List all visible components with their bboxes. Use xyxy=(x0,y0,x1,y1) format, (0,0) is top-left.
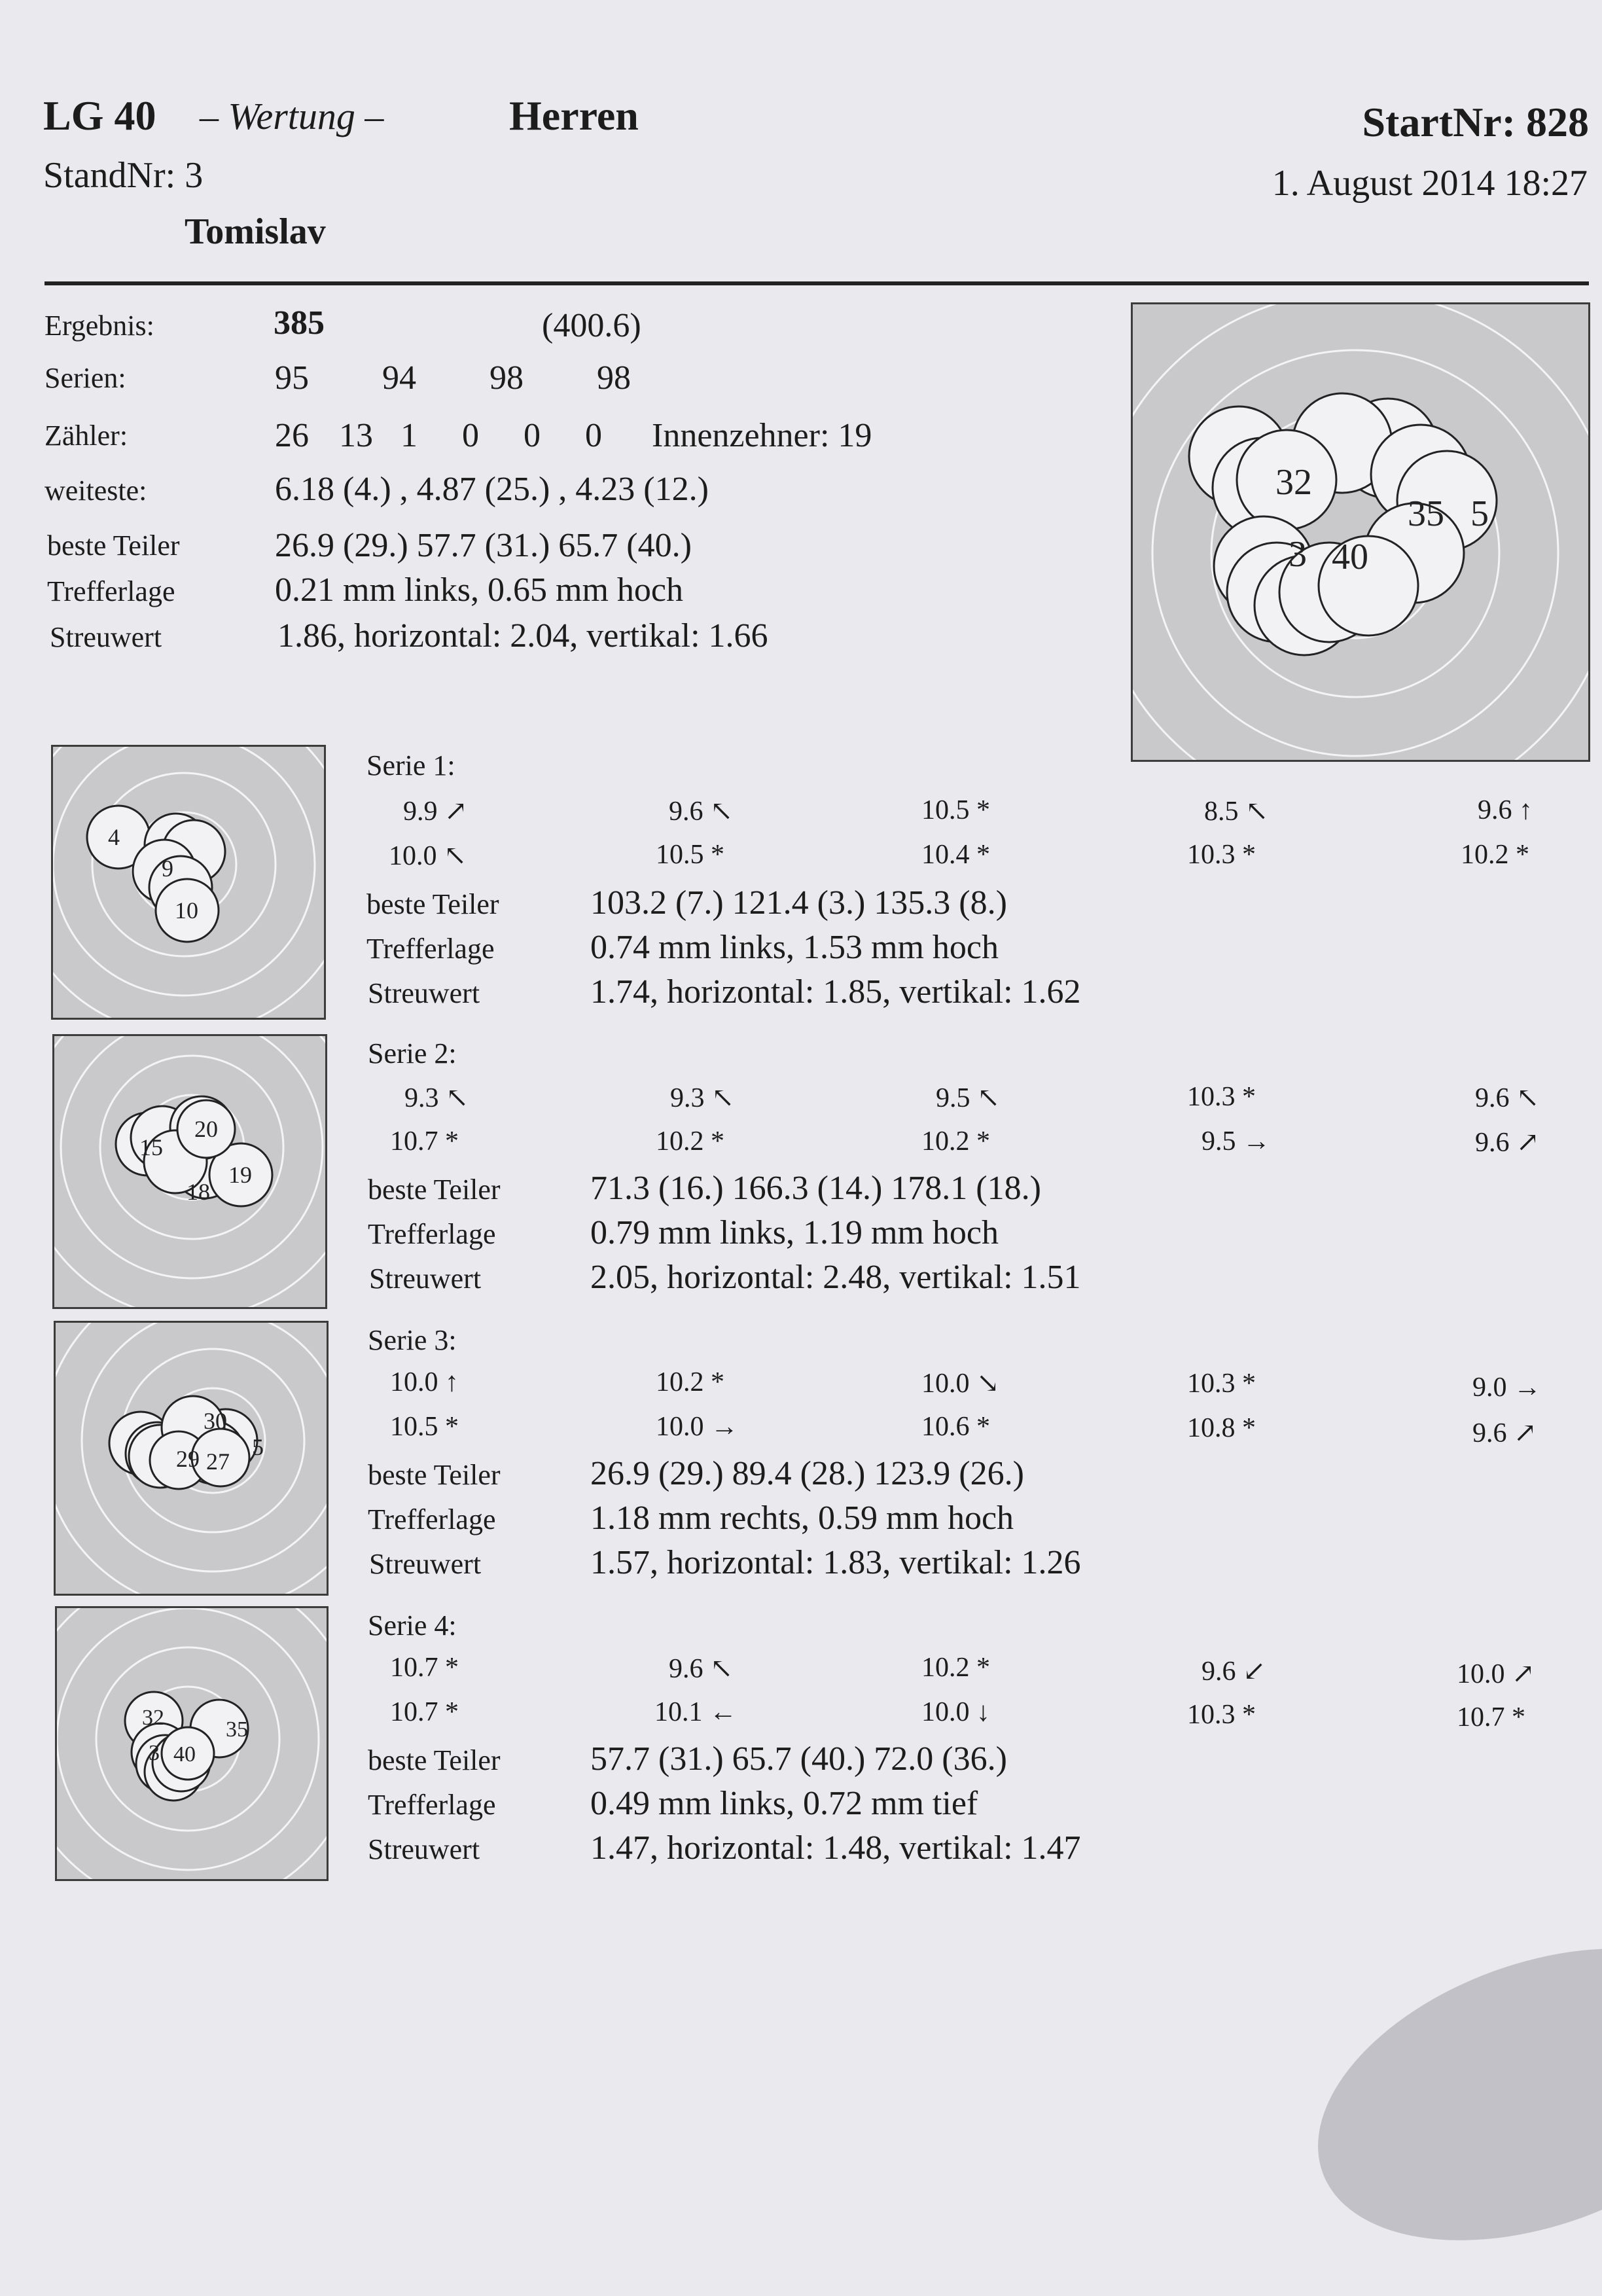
spread-label: Streuwert xyxy=(368,1833,480,1865)
summary-label-widest: weiteste: xyxy=(44,475,147,507)
hit-position: 0.21 mm links, 0.65 mm hoch xyxy=(275,571,683,609)
hit-position: 0.49 mm links, 0.72 mm tief xyxy=(590,1785,978,1822)
shot-score: 10.3 * xyxy=(1187,1700,1256,1730)
counter-value: 13 xyxy=(339,417,373,454)
shot-label: 35 xyxy=(226,1717,248,1742)
summary-label-spread: Streuwert xyxy=(50,621,162,653)
shot-score: 10.2 * xyxy=(1461,840,1529,870)
series-total: 95 xyxy=(275,359,309,397)
shot-label: 32 xyxy=(1275,462,1312,503)
shot-score: 10.0 ↘ xyxy=(921,1369,1000,1399)
shot-label: 29 xyxy=(176,1446,200,1472)
shot-score: 10.0 ↗ xyxy=(1457,1659,1535,1689)
hit-position: 1.18 mm rechts, 0.59 mm hoch xyxy=(590,1499,1014,1537)
date-time: 1. August 2014 18:27 xyxy=(1272,163,1588,204)
shot-score: 9.3 ↖ xyxy=(404,1083,469,1113)
shot-label: 3 xyxy=(149,1741,160,1765)
series-target xyxy=(54,1321,329,1596)
shot-score: 9.6 ↖ xyxy=(669,1654,734,1684)
shot-score: 9.5 → xyxy=(1202,1126,1270,1157)
shot-score: 9.6 ↗ xyxy=(1472,1418,1537,1448)
position-label: Trefferlage xyxy=(368,1789,496,1821)
position-label: Trefferlage xyxy=(366,933,495,965)
shot-label: 32 xyxy=(142,1706,164,1730)
shot-score: 9.6 ↗ xyxy=(1475,1128,1540,1158)
spread-value: 1.57, horizontal: 1.83, vertikal: 1.26 xyxy=(590,1544,1081,1581)
photo-shadow xyxy=(1278,1893,1602,2295)
spread-label: Streuwert xyxy=(369,1263,482,1295)
best-label: beste Teiler xyxy=(366,888,499,920)
best-label: beste Teiler xyxy=(368,1744,501,1776)
shot-score: 10.2 * xyxy=(921,1653,990,1683)
shot-score: 10.6 * xyxy=(921,1412,990,1442)
shot-label: 4 xyxy=(108,824,120,850)
shot-label: 3 xyxy=(1289,534,1307,575)
shot-label: 5 xyxy=(1470,493,1489,534)
shot-score: 10.0 ↑ xyxy=(390,1367,459,1397)
shot-score: 9.3 ↖ xyxy=(670,1083,735,1113)
spread-label: Streuwert xyxy=(369,1548,482,1580)
best-label: beste Teiler xyxy=(368,1459,501,1491)
shot-label: 18 xyxy=(187,1179,210,1205)
best-divisors: 26.9 (29.) 89.4 (28.) 123.9 (26.) xyxy=(590,1455,1024,1492)
shot-score: 9.5 ↖ xyxy=(936,1083,1001,1113)
inner-tens: Innenzehner: 19 xyxy=(652,417,872,454)
shot-score: 8.5 ↖ xyxy=(1204,797,1269,827)
shot-label: 27 xyxy=(206,1448,230,1475)
shot-score: 9.6 ↖ xyxy=(669,797,734,827)
series-total: 98 xyxy=(597,359,631,397)
shot-label: 30 xyxy=(204,1408,227,1434)
header-divider xyxy=(44,281,1589,285)
shot-label: 40 xyxy=(173,1742,196,1767)
summary-result: 385 xyxy=(274,304,325,342)
shot-score: 10.1 ← xyxy=(654,1697,737,1727)
shot-label: 35 xyxy=(1408,493,1444,534)
summary-label-series: Serien: xyxy=(44,362,126,394)
shot-score: 10.3 * xyxy=(1187,840,1256,870)
shot-score: 10.3 * xyxy=(1187,1082,1256,1112)
shot-score: 10.5 * xyxy=(656,840,724,870)
discipline: LG 40 xyxy=(43,92,156,139)
shot-score: 10.2 * xyxy=(656,1126,724,1157)
shot-score: 10.0 ↓ xyxy=(921,1697,990,1727)
shot-score: 10.0 ↖ xyxy=(389,841,467,871)
scoring-label: – Wertung – xyxy=(200,95,384,137)
counter-value: 0 xyxy=(585,417,602,454)
series-title: Serie 4: xyxy=(368,1609,457,1641)
shot-score: 9.9 ↗ xyxy=(403,797,468,827)
main-target xyxy=(1131,302,1590,762)
counter-value: 0 xyxy=(462,417,479,454)
main-target-svg xyxy=(1133,304,1588,760)
position-label: Trefferlage xyxy=(368,1503,496,1535)
series-title: Serie 3: xyxy=(368,1324,457,1356)
shot-score: 9.6 ↙ xyxy=(1202,1657,1266,1687)
spread-value: 1.47, horizontal: 1.48, vertikal: 1.47 xyxy=(590,1829,1081,1867)
shot-holes xyxy=(1189,393,1497,655)
best-label: beste Teiler xyxy=(368,1174,501,1206)
series-title: Serie 1: xyxy=(366,749,455,781)
series-target xyxy=(55,1606,329,1881)
counter-value: 26 xyxy=(275,417,309,454)
shot-label: 20 xyxy=(194,1116,218,1142)
best-divisors: 103.2 (7.) 121.4 (3.) 135.3 (8.) xyxy=(590,884,1007,922)
series-target xyxy=(52,1034,327,1309)
summary-result-decimal: (400.6) xyxy=(542,307,641,344)
summary-label-best: beste Teiler xyxy=(47,529,180,562)
position-label: Trefferlage xyxy=(368,1218,496,1250)
shot-score: 10.4 * xyxy=(921,840,990,870)
best-divisors: 57.7 (31.) 65.7 (40.) 72.0 (36.) xyxy=(590,1740,1007,1778)
summary-label-position: Trefferlage xyxy=(47,575,175,607)
shot-score: 9.0 → xyxy=(1472,1372,1541,1403)
spread-value: 2.05, horizontal: 2.48, vertikal: 1.51 xyxy=(590,1259,1081,1296)
shot-label: 9 xyxy=(162,855,173,882)
summary-label-counter: Zähler: xyxy=(44,420,128,452)
shot-label: 15 xyxy=(139,1134,163,1160)
shot-score: 9.6 ↖ xyxy=(1475,1083,1540,1113)
stand-number: StandNr: 3 xyxy=(43,155,204,196)
counter-value: 0 xyxy=(524,417,541,454)
shot-score: 10.3 * xyxy=(1187,1369,1256,1399)
spread-value: 1.86, horizontal: 2.04, vertikal: 1.66 xyxy=(277,617,768,655)
shot-score: 10.7 * xyxy=(390,1697,459,1727)
start-number: StartNr: 828 xyxy=(1362,99,1589,145)
shot-score: 10.5 * xyxy=(921,795,990,825)
shot-score: 10.5 * xyxy=(390,1412,459,1442)
shot-label: 19 xyxy=(228,1162,252,1188)
widest-shots: 6.18 (4.) , 4.87 (25.) , 4.23 (12.) xyxy=(275,471,709,508)
shot-score: 10.0 → xyxy=(656,1412,738,1442)
shot-score: 10.7 * xyxy=(390,1653,459,1683)
shot-score: 10.7 * xyxy=(1457,1702,1525,1732)
shot-label: 40 xyxy=(1332,537,1368,577)
shooter-name: Tomislav xyxy=(185,211,326,252)
counter-value: 1 xyxy=(400,417,418,454)
hit-position: 0.79 mm links, 1.19 mm hoch xyxy=(590,1214,999,1251)
shot-score: 10.2 * xyxy=(921,1126,990,1157)
shot-score: 10.2 * xyxy=(656,1367,724,1397)
summary-label-result: Ergebnis: xyxy=(44,310,154,342)
best-divisors: 71.3 (16.) 166.3 (14.) 178.1 (18.) xyxy=(590,1170,1041,1207)
shot-score: 10.8 * xyxy=(1187,1413,1256,1443)
series-title: Serie 2: xyxy=(368,1037,457,1069)
shot-score: 9.6 ↑ xyxy=(1478,795,1533,825)
shot-label: 10 xyxy=(175,897,198,924)
best-divisors: 26.9 (29.) 57.7 (31.) 65.7 (40.) xyxy=(275,527,692,564)
series-total: 94 xyxy=(382,359,416,397)
series-target xyxy=(51,745,326,1020)
shot-label: 5 xyxy=(252,1434,264,1460)
target-rings xyxy=(1133,304,1588,760)
spread-label: Streuwert xyxy=(368,977,480,1009)
spread-value: 1.74, horizontal: 1.85, vertikal: 1.62 xyxy=(590,973,1081,1011)
hit-position: 0.74 mm links, 1.53 mm hoch xyxy=(590,929,999,966)
class-label: Herren xyxy=(509,92,639,139)
shot-score: 10.7 * xyxy=(390,1126,459,1157)
series-total: 98 xyxy=(490,359,524,397)
